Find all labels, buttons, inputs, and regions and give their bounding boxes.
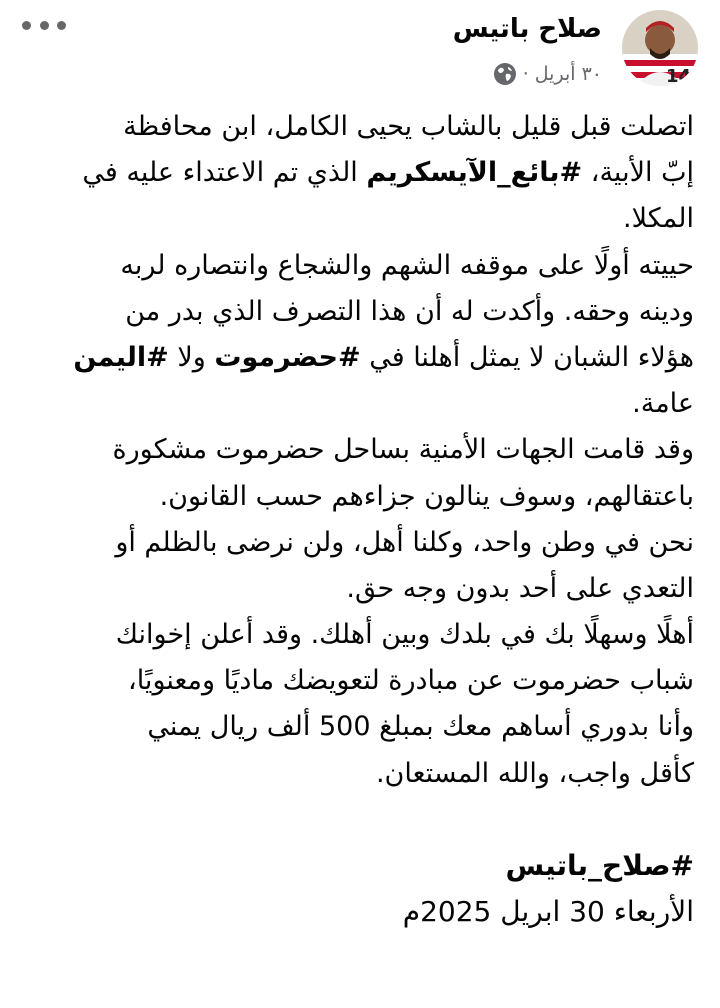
globe-icon[interactable] xyxy=(493,62,517,86)
post-line xyxy=(28,427,694,473)
post-line xyxy=(28,289,694,335)
post-line xyxy=(28,566,694,612)
post-date[interactable]: ٣٠ أبريل xyxy=(534,63,602,85)
post-line xyxy=(28,104,694,150)
more-dot xyxy=(57,21,66,30)
post-header xyxy=(0,0,720,100)
spacer xyxy=(28,797,694,843)
post-line xyxy=(28,243,694,289)
author-name[interactable]: صلاح باتيس xyxy=(452,14,602,44)
post-line xyxy=(28,381,694,427)
post-text-segment: كأقل واجب، والله المستعان. xyxy=(375,757,694,789)
more-dot xyxy=(40,21,49,30)
post-body xyxy=(28,104,694,935)
post-text-segment: وقد قامت الجهات الأمنية بساحل حضرموت مشكورة xyxy=(112,434,694,466)
post-line xyxy=(28,658,694,704)
post-line xyxy=(28,520,694,566)
post-text-segment: ولا xyxy=(168,341,215,373)
post-line xyxy=(28,335,694,381)
post-line xyxy=(28,150,694,196)
more-options-button[interactable] xyxy=(22,10,66,40)
post-line xyxy=(28,704,694,750)
post-text-segment: ودينه وحقه. وأكدت له أن هذا التصرف الذي بدر من xyxy=(125,295,694,327)
post-text-segment: الذي تم الاعتداء عليه في xyxy=(82,157,367,189)
avatar[interactable] xyxy=(622,10,698,86)
post-text-segment: باعتقالهم، وسوف ينالون جزاءهم حسب القانون. xyxy=(159,480,694,512)
post-line xyxy=(28,751,694,797)
post-line xyxy=(28,612,694,658)
post-text-segment: التعدي على أحد بدون وجه حق. xyxy=(346,572,694,604)
post-text-segment: عامة. xyxy=(632,388,694,420)
post-text-segment: هؤلاء الشبان لا يمثل أهلنا في xyxy=(360,341,694,373)
signature-date: الأربعاء 30 ابريل 2025م xyxy=(402,894,694,928)
post-line xyxy=(28,474,694,520)
post-text xyxy=(28,104,694,797)
hashtag-link[interactable]: #حضرموت xyxy=(214,341,361,373)
post-text-segment: حييته أولًا على موقفه الشهم والشجاع وانتصاره لربه xyxy=(120,249,694,281)
post-text-segment: شباب حضرموت عن مبادرة لتعويضك ماديًا ومعنويًا، xyxy=(127,665,694,697)
post-text-segment: نحن في وطن واحد، وكلنا أهل، ولن نرضى بالظلم أو xyxy=(115,526,694,558)
post-text-segment: وأنا بدوري أساهم معك بمبلغ 500 ألف ريال يمني xyxy=(147,711,694,743)
svg-text:14: 14 xyxy=(666,66,692,86)
post-line xyxy=(28,196,694,242)
post-text-segment: إبّ الأبية، xyxy=(582,157,694,189)
hashtag-link[interactable]: #بائع_الآيسكريم xyxy=(366,157,583,189)
meta-separator: · xyxy=(522,63,529,85)
avatar-image xyxy=(622,10,698,86)
more-dot xyxy=(22,21,31,30)
post-meta xyxy=(493,60,602,88)
hashtag-link[interactable]: #اليمن xyxy=(73,341,169,373)
post-text-segment: المكلا. xyxy=(623,203,694,235)
post-text-segment: اتصلت قبل قليل بالشاب يحيى الكامل، ابن محافظة xyxy=(123,111,694,142)
post-text-segment: أهلًا وسهلًا بك في بلدك وبين أهلك. وقد أعلن إخوانك xyxy=(115,619,694,651)
signature-hashtag[interactable]: #صلاح_باتيس xyxy=(505,848,694,882)
